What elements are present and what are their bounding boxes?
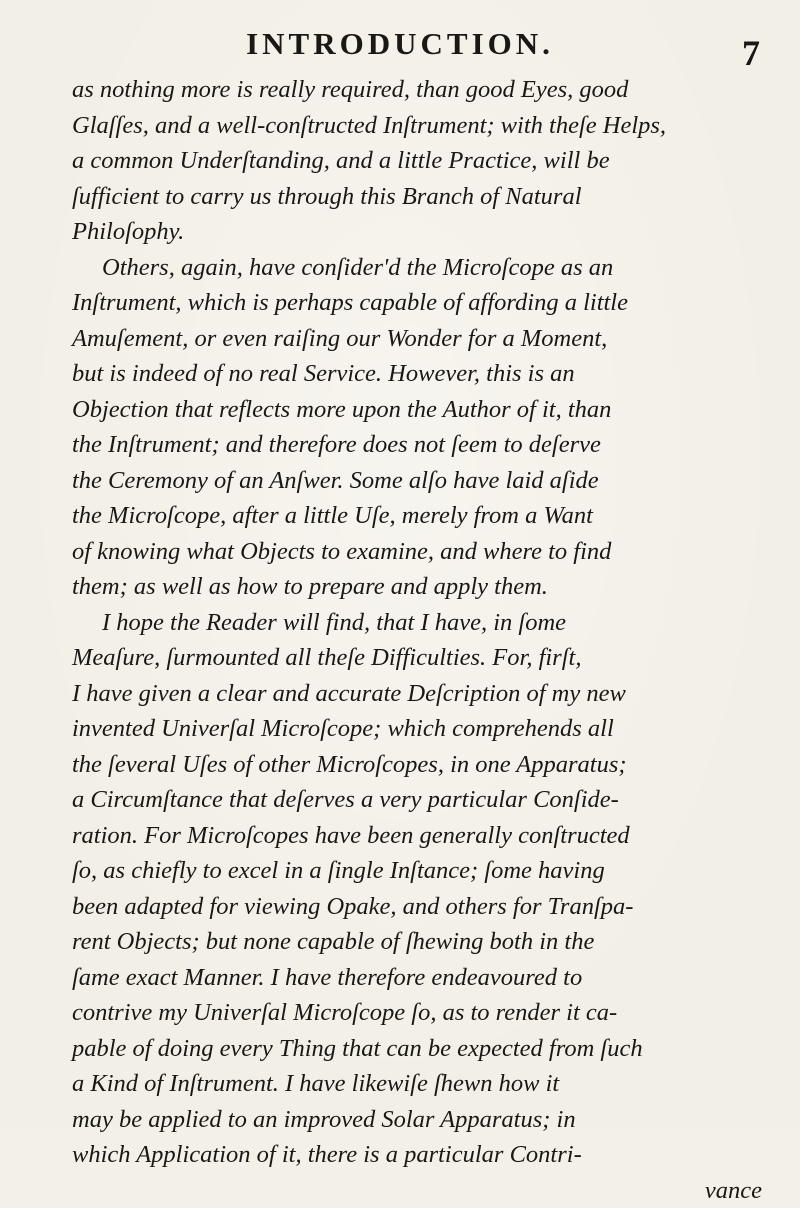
- text-line: ſame exact Manner. I have therefore endeavoured to: [72, 960, 762, 996]
- text-line: I hope the Reader will find, that I have, in ſome: [72, 605, 762, 641]
- body-text: [72, 72, 762, 1208]
- text-line: but is indeed of no real Service. However, this is an: [72, 356, 762, 392]
- text-line: the Ceremony of an Anſwer. Some alſo have laid aſide: [72, 463, 762, 499]
- text-line: Philoſophy.: [72, 214, 762, 250]
- text-line: may be applied to an improved Solar Apparatus; in: [72, 1102, 762, 1138]
- text-line: them; as well as how to prepare and apply them.: [72, 569, 762, 605]
- text-line: Meaſure, ſurmounted all theſe Difficulties. For, firſt,: [72, 640, 762, 676]
- text-line: ſo, as chiefly to excel in a ſingle Inſtance; ſome having: [72, 853, 762, 889]
- text-line: rent Objects; but none capable of ſhewing both in the: [72, 924, 762, 960]
- text-line: Others, again, have conſider'd the Microſcope as an: [72, 250, 762, 286]
- text-line: Inſtrument, which is perhaps capable of affording a little: [72, 285, 762, 321]
- text-line: contrive my Univerſal Microſcope ſo, as to render it ca-: [72, 995, 762, 1031]
- text-line: as nothing more is really required, than good Eyes, good: [72, 72, 762, 108]
- header-title: INTRODUCTION.: [0, 26, 800, 62]
- text-line: been adapted for viewing Opake, and others for Tranſpa-: [72, 889, 762, 925]
- text-line: a Circumſtance that deſerves a very particular Conſide-: [72, 782, 762, 818]
- text-line: the Microſcope, after a little Uſe, merely from a Want: [72, 498, 762, 534]
- text-line: which Application of it, there is a particular Contri-: [72, 1137, 762, 1173]
- text-line: Objection that reflects more upon the Author of it, than: [72, 392, 762, 428]
- text-line: ſufficient to carry us through this Branch of Natural: [72, 179, 762, 215]
- page-number: 7: [742, 32, 760, 74]
- text-line: I have given a clear and accurate Deſcription of my new: [72, 676, 762, 712]
- text-line: invented Univerſal Microſcope; which comprehends all: [72, 711, 762, 747]
- text-line: ration. For Microſcopes have been generally conſtructed: [72, 818, 762, 854]
- text-line: the ſeveral Uſes of other Microſcopes, in one Apparatus;: [72, 747, 762, 783]
- text-line: pable of doing every Thing that can be expected from ſuch: [72, 1031, 762, 1067]
- text-line: of knowing what Objects to examine, and where to find: [72, 534, 762, 570]
- running-header: [0, 26, 800, 66]
- text-line: the Inſtrument; and therefore does not ſeem to deſerve: [72, 427, 762, 463]
- text-line: Amuſement, or even raiſing our Wonder for a Moment,: [72, 321, 762, 357]
- text-line: a common Underſtanding, and a little Practice, will be: [72, 143, 762, 179]
- text-line: Glaſſes, and a well-conſtructed Inſtrument; with theſe Helps,: [72, 108, 762, 144]
- text-line: a Kind of Inſtrument. I have likewiſe ſhewn how it: [72, 1066, 762, 1102]
- catchword: vance: [72, 1173, 762, 1208]
